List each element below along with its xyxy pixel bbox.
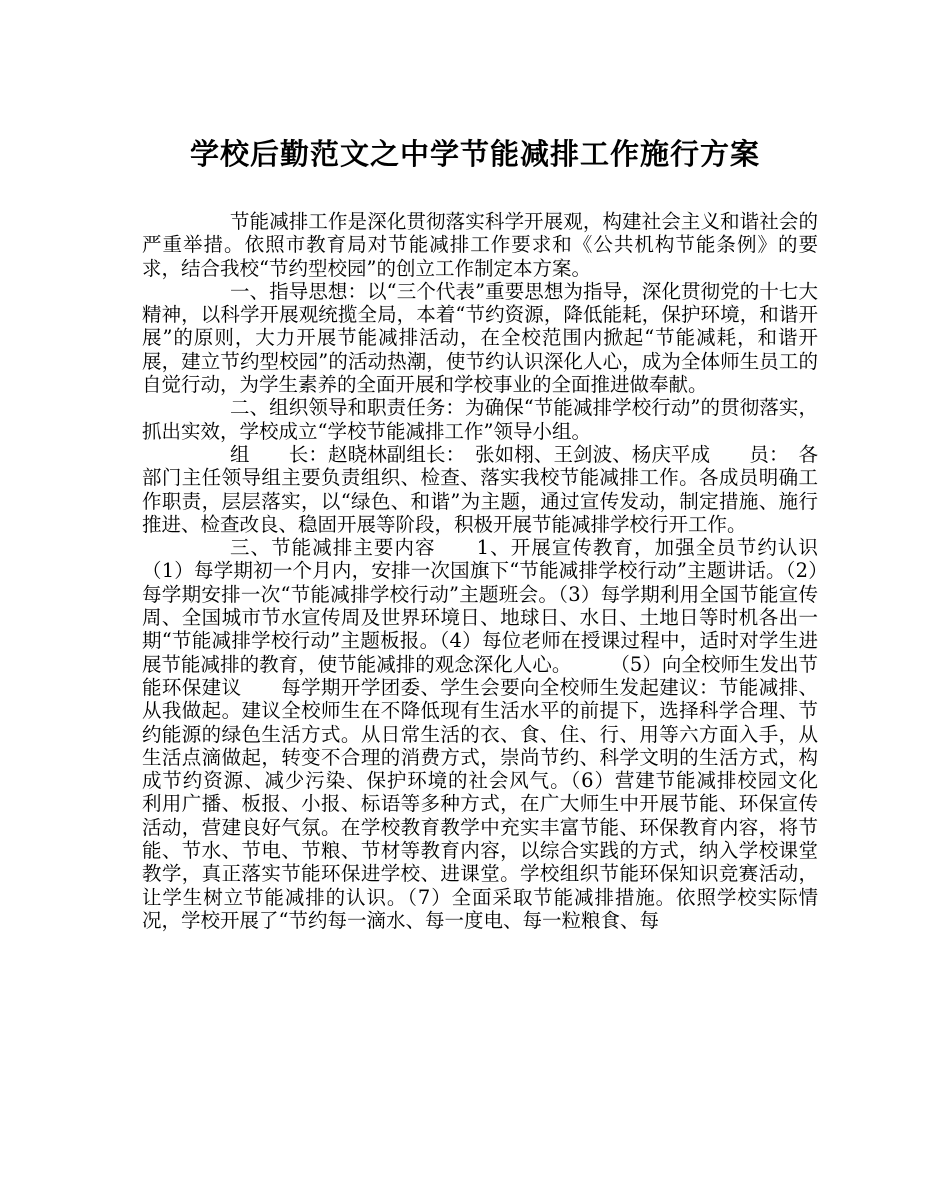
paragraph-organization: 二、组织领导和职责任务：为确保“节能减排学校行动”的贯彻落实，抓出实效，学校成立“学校节能减排工作”领导小组。 <box>142 396 818 443</box>
paragraph-intro: 节能减排工作是深化贯彻落实科学开展观，构建社会主义和谐社会的严重举措。依照市教育局对节能减排工作要求和《公共机构节能条例》的要求，结合我校“节约型校园”的创立工作制定本方案。 <box>142 210 818 280</box>
document-body <box>142 210 858 932</box>
paragraph-guiding-ideology: 一、指导思想：以“三个代表”重要思想为指导，深化贯彻党的十七大精神，以科学开展观统揽全局，本着“节约资源，降低能耗，保护环境，和谐开展”的原则，大力开展节能减排活动，在全校范围内掀起“节能减耗，和谐开展，建立节约型校园”的活动热潮，使节约认识深化人心，成为全体师生员工的自觉行动，为学生素养的全面开展和学校事业的全面推进做奉献。 <box>142 279 818 397</box>
paragraph-main-content: 三、节能减排主要内容 1、开展宣传教育，加强全员节约认识 （1）每学期初一个月内，安排一次国旗下“节能减排学校行动”主题讲话。（2）每学期安排一次“节能减排学校行动”主题班会。（3）每学期利用全国节能宣传周、全国城市节水宣传周及世界环境日、地球日、水日、土地日等时机各出一期“节能减排学校行动”主题板报。（4）每位老师在授课过程中，适时对学生进展节能减排的教育，使节能减排的观念深化人心。 （5）向全校师生发出节能环保建议 每学期开学团委、学生会要向全校师生发起建议：节能减排、从我做起。建议全校师生在不降低现有生活水平的前提下，选择科学合理、节约能源的绿色生活方式。从日常生活的衣、食、住、行、用等六方面入手，从生活点滴做起，转变不合理的消费方式，崇尚节约、科学文明的生活方式，构成节约资源、减少污染、保护环境的社会风气。（6）营建节能减排校园文化 利用广播、板报、小报、标语等多种方式，在广大师生中开展节能、环保宣传活动，营建良好气氛。在学校教育教学中充实丰富节能、环保教育内容，将节能、节水、节电、节粮、节材等教育内容，以综合实践的方式，纳入学校课堂教学，真正落实节能环保进学校、进课堂。学校组织节能环保知识竞赛活动，让学生树立节能减排的认识。（7）全面采取节能减排措施。依照学校实际情况，学校开展了“节约每一滴水、每一度电、每一粒粮食、每 <box>142 536 858 932</box>
document-title: 学校后勤范文之中学节能减排工作施行方案 <box>189 137 760 171</box>
paragraph-team-members: 组 长：赵晓林副组长： 张如栩、王剑波、杨庆平成 员： 各部门主任领导组主要负责组织、检查、落实我校节能减排工作。各成员明确工作职责，层层落实，以“绿色、和谐”为主题，通过宣传发动，制定措施、施行推进、检查改良、稳固开展等阶段，积极开展节能减排学校行开工作。 <box>142 442 818 536</box>
